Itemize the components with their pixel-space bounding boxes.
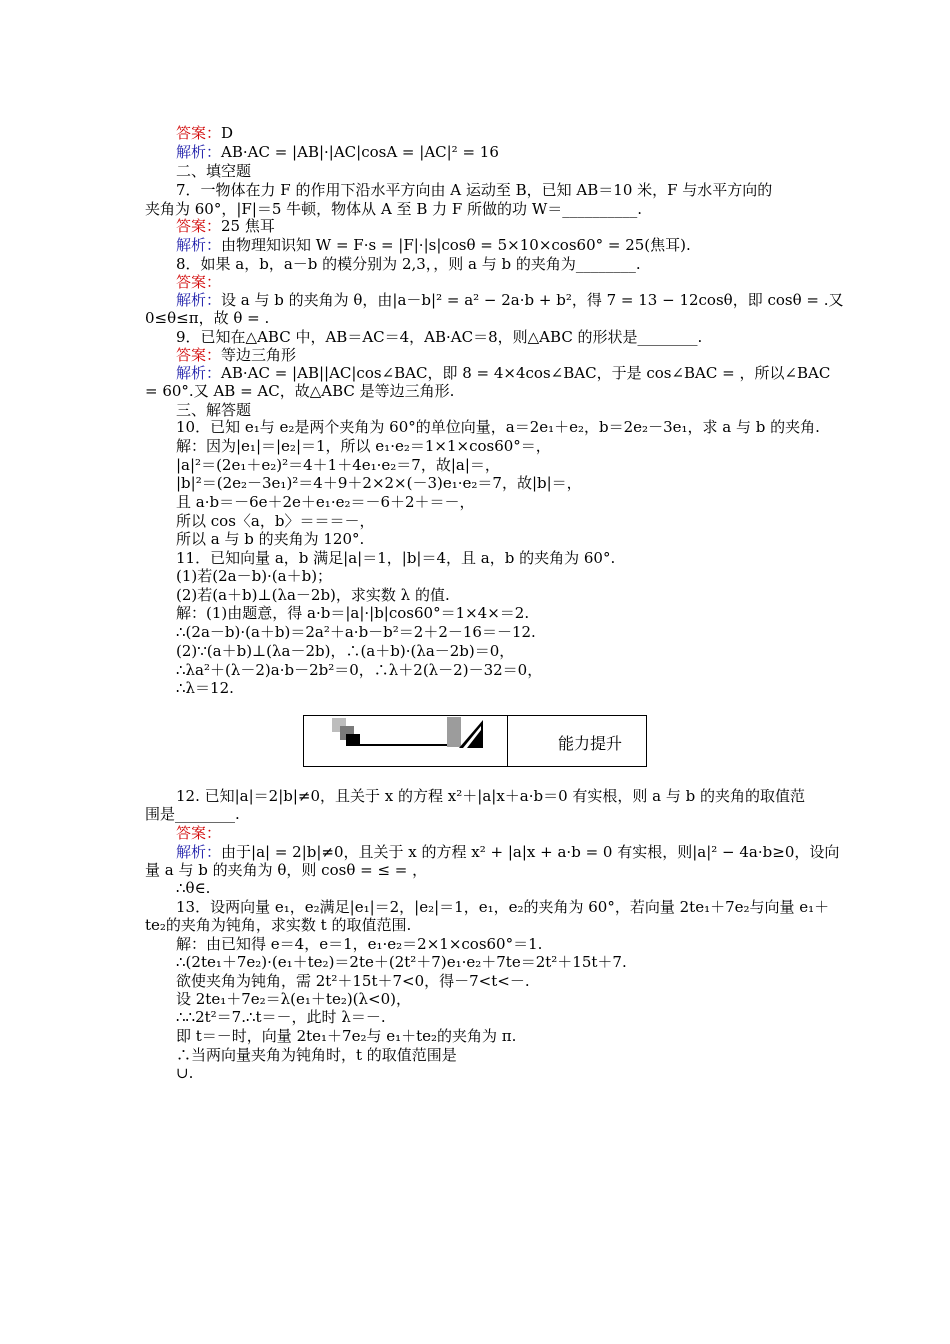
text-line	[176, 586, 450, 604]
analysis-label: 解析：	[176, 843, 222, 861]
text-line	[176, 530, 364, 548]
line-text: 设 a 与 b 的夹角为 θ，由|a－b|² = a² − 2a·b + b²，得 7 = 13 − 12cosθ，即 cosθ = .又	[221, 291, 844, 309]
analysis-label: 解析：	[176, 143, 222, 161]
line-text: ∴∴2t²＝7.∴t＝－，此时 λ＝－.	[176, 1008, 386, 1026]
line-text: 所以 a 与 b 的夹角为 120°.	[176, 530, 365, 548]
line-text: |b|²＝(2e₂－3e₁)²＝4＋9＋2×2×(－3)e₁·e₂＝7，故|b|＝，	[176, 474, 582, 492]
line-text: (2)若(a＋b)⊥(λa－2b)，求实数 λ 的值.	[176, 586, 450, 604]
text-line	[176, 124, 233, 142]
line-text: ∴λ＝12.	[176, 679, 234, 697]
text-line	[176, 474, 582, 492]
line-text: 25 焦耳	[221, 217, 275, 235]
text-line	[176, 493, 475, 511]
banner-title: 能力提升	[558, 734, 623, 753]
line-text: ∴θ∈.	[176, 879, 211, 897]
line-text: 量 a 与 b 的夹角为 θ，则 cosθ = ≤ = ，	[145, 861, 428, 879]
analysis-label: 解析：	[176, 291, 222, 309]
text-line	[176, 512, 374, 530]
line-text: ∴当两向量夹角为钝角时，t 的取值范围是	[176, 1046, 457, 1064]
line-text: 夹角为 60°，|F|＝5 牛顿，物体从 A 至 B 力 F 所做的功 W＝__________.	[145, 200, 643, 218]
text-line	[176, 418, 820, 436]
answer-label: 答案：	[176, 217, 222, 235]
line-text: 即 t＝－时，向量 2te₁＋7e₂与 e₁＋te₂的夹角为 π.	[176, 1027, 517, 1045]
text-line	[176, 567, 332, 585]
text-line	[176, 843, 839, 861]
line-text: 解：由已知得 e＝4，e＝1，e₁·e₂＝2×1×cos60°＝1.	[176, 935, 543, 953]
text-line	[176, 898, 829, 916]
text-line	[176, 990, 411, 1008]
line-text: 设 2te₁＋7e₂＝λ(e₁＋te₂)(λ<0)，	[176, 990, 412, 1008]
line-text: 11．已知向量 a，b 满足|a|＝1，|b|＝4，且 a，b 的夹角为 60°.	[176, 549, 616, 567]
text-line	[145, 916, 411, 934]
banner-divider	[507, 716, 508, 766]
section-banner	[303, 715, 647, 767]
text-line	[176, 604, 529, 622]
line-text: 由于|a| = 2|b|≠0，且关于 x 的方程 x² + |a|x + a·b = 0 有实根，则|a|² − 4a·b≥0，设向	[221, 843, 840, 861]
line-text: ∴(2te₁＋7e₂)·(e₁＋te₂)＝2te＋(2t²＋7)e₁·e₂＋7te＝2t²＋15t＋7.	[176, 953, 627, 971]
line-text: AB·AC = |AB|·|AC|cosA = |AC|² = 16	[221, 143, 499, 161]
text-line	[176, 236, 691, 254]
text-line	[176, 642, 514, 660]
text-line	[176, 953, 627, 971]
line-text: AB·AC = |AB||AC|cos∠BAC，即 8 = 4×4cos∠BAC，于是 cos∠BAC = ，所以∠BAC	[221, 364, 831, 382]
answer-label: 答案：	[176, 346, 222, 364]
line-text: 13．设两向量 e₁，e₂满足|e₁|＝2，|e₂|＝1，e₁，e₂的夹角为 60°，若向量 2te₁＋7e₂与向量 e₁＋	[176, 898, 830, 916]
text-line	[176, 162, 251, 180]
text-line	[145, 861, 427, 879]
line-text: 解：因为|e₁|＝|e₂|＝1，所以 e₁·e₂＝1×1×cos60°＝，	[176, 437, 551, 455]
text-line	[176, 328, 702, 346]
line-text: 所以 cos〈a，b〉＝＝＝－，	[176, 512, 375, 530]
text-line	[176, 401, 251, 419]
line-text: ∴λa²＋(λ－2)a·b－2b²＝0，∴λ＋2(λ－2)－32＝0，	[176, 661, 543, 679]
line-text: 10．已知 e₁与 e₂是两个夹角为 60°的单位向量，a＝2e₁＋e₂，b＝2e₂－3e₁，求 a 与 b 的夹角.	[176, 418, 820, 436]
line-text: = 60°.又 AB = AC，故△ABC 是等边三角形.	[145, 382, 455, 400]
line-text: 且 a·b＝－6e＋2e＋e₁·e₂＝－6＋2＋＝－，	[176, 493, 475, 511]
text-line	[176, 1027, 516, 1045]
text-line	[176, 1046, 457, 1064]
text-line	[176, 255, 641, 273]
line-text: 8．如果 a，b，a－b 的模分别为 2,3，，则 a 与 b 的夹角为________.	[176, 255, 641, 273]
line-text: 0≤θ≤π，故 θ = .	[145, 309, 270, 327]
text-line	[145, 200, 642, 218]
text-line	[176, 437, 551, 455]
line-text: (1)若(2a－b)·(a＋b)；	[176, 567, 333, 585]
text-line	[145, 382, 454, 400]
line-text: 三、解答题	[176, 401, 252, 419]
line-text: 7．一物体在力 F 的作用下沿水平方向由 A 运动至 B，已知 AB＝10 米，F 与水平方向的	[176, 181, 773, 199]
text-line	[176, 935, 542, 953]
text-line	[176, 549, 615, 567]
banner-corner-icon	[459, 720, 483, 748]
line-text: 9．已知在△ABC 中，AB＝AC＝4，AB·AC＝8，则△ABC 的形状是________.	[176, 328, 703, 346]
text-line	[176, 972, 530, 990]
answer-label: 答案：	[176, 124, 222, 142]
line-text: 12. 已知|a|＝2|b|≠0，且关于 x 的方程 x²＋|a|x＋a·b＝0 有实根，则 a 与 b 的夹角的取值范	[176, 787, 806, 805]
text-line	[176, 679, 234, 697]
answer-label: 答案：	[176, 824, 222, 842]
banner-square-dark	[346, 734, 360, 746]
text-line	[176, 1064, 193, 1082]
text-line	[176, 879, 210, 897]
text-line	[176, 623, 536, 641]
line-text: 二、填空题	[176, 162, 252, 180]
line-text: ∪.	[176, 1064, 194, 1082]
answer-label: 答案：	[176, 273, 222, 291]
text-line	[176, 661, 542, 679]
text-line	[176, 346, 296, 364]
line-text: 解：(1)由题意，得 a·b＝|a|·|b|cos60°＝1×4×＝2.	[176, 604, 530, 622]
text-line	[176, 217, 275, 235]
text-line	[176, 181, 772, 199]
line-text: |a|²＝(2e₁＋e₂)²＝4＋1＋4e₁·e₂＝7，故|a|＝，	[176, 456, 500, 474]
text-line	[176, 291, 844, 309]
line-text: 由物理知识知 W = F·s = |F|·|s|cosθ = 5×10×cos60° = 25(焦耳).	[221, 236, 691, 254]
text-line	[176, 143, 499, 161]
analysis-label: 解析：	[176, 236, 222, 254]
line-text: 围是________.	[145, 805, 240, 823]
text-line	[145, 309, 269, 327]
analysis-label: 解析：	[176, 364, 222, 382]
text-line	[145, 805, 240, 823]
text-line	[176, 273, 221, 291]
line-text: ∴(2a－b)·(a＋b)＝2a²＋a·b－b²＝2＋2－16＝－12.	[176, 623, 536, 641]
text-line	[176, 456, 500, 474]
line-text: 欲使夹角为钝角，需 2t²＋15t＋7<0，得－7<t<－.	[176, 972, 530, 990]
banner-underline	[360, 744, 448, 746]
line-text: te₂的夹角为钝角，求实数 t 的取值范围.	[145, 916, 412, 934]
text-line	[176, 824, 221, 842]
line-text: 等边三角形	[221, 346, 297, 364]
line-text: D	[221, 124, 234, 142]
text-line	[176, 1008, 386, 1026]
text-line	[176, 787, 805, 805]
text-line	[176, 364, 830, 382]
line-text: (2)∵(a＋b)⊥(λa－2b)，∴(a＋b)·(λa－2b)＝0，	[176, 642, 515, 660]
